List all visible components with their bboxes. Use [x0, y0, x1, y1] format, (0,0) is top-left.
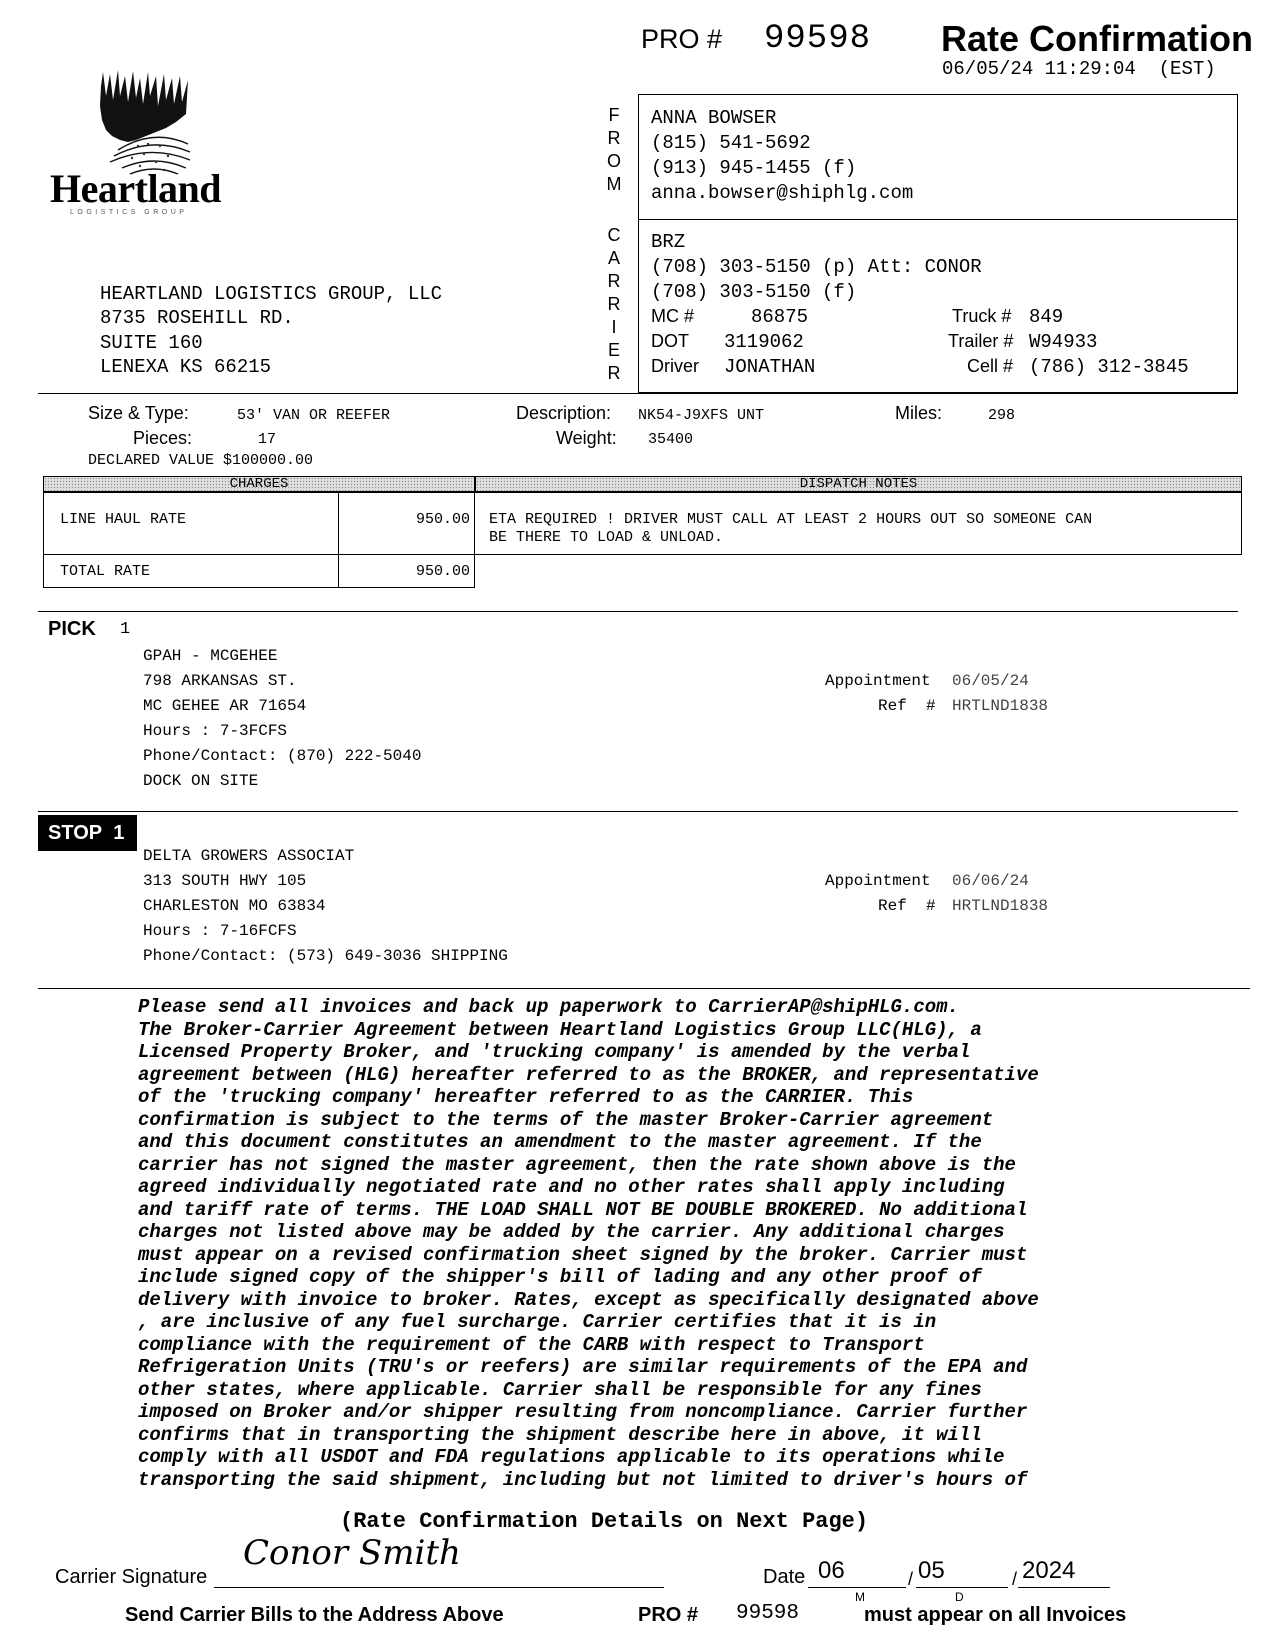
weight-value: 35400 — [648, 431, 694, 448]
stop-appointment-label: Appointment — [825, 872, 931, 890]
dot-label: DOT — [651, 331, 689, 351]
pick-phone: Phone/Contact: (870) 222-5040 — [143, 747, 422, 765]
line-haul-value-cell — [338, 492, 475, 555]
terms-line: imposed on Broker and/or shipper resulting from noncompliance. Carrier further — [138, 1401, 1028, 1423]
terms-line: of the 'trucking company' hereafter referred to as the CARRIER. This — [138, 1086, 914, 1108]
dot-value: 3119062 — [724, 331, 804, 353]
stop-ref-label: Ref # — [878, 897, 936, 915]
terms-line: and tariff rate of terms. THE LOAD SHALL NOT BE DOUBLE BROKERED. No additional — [138, 1198, 1028, 1221]
divider — [38, 988, 1250, 989]
dispatch-header: DISPATCH NOTES — [475, 476, 1242, 492]
month-caption: M — [855, 1590, 865, 1604]
terms-line: charges not listed above may be added by the carrier. Any additional charges — [138, 1221, 1005, 1243]
total-value-cell — [338, 554, 475, 588]
declared-value: DECLARED VALUE $100000.00 — [88, 452, 314, 469]
pick-city: MC GEHEE AR 71654 — [143, 697, 307, 715]
footer-pro-label: PRO # — [638, 1604, 699, 1626]
from-fax: (913) 945-1455 (f) — [651, 157, 857, 179]
pieces-value: 17 — [258, 431, 277, 448]
date-month-line — [808, 1587, 906, 1588]
terms-line: agreed individually negotiated rate and no other rates shall apply including — [138, 1176, 1005, 1198]
trailer-value: W94933 — [1029, 331, 1098, 353]
pro-number: 99598 — [764, 20, 872, 58]
footer-pro-number: 99598 — [736, 1602, 800, 1625]
date-separator: / — [908, 1569, 914, 1589]
dispatch-note-line1: ETA REQUIRED ! DRIVER MUST CALL AT LEAST 2 HOURS OUT SO SOMEONE CAN — [489, 511, 1093, 528]
line-haul-label: LINE HAUL RATE — [60, 511, 187, 528]
contact-box — [638, 94, 1238, 393]
description-value: NK54-J9XFS UNT — [638, 407, 765, 424]
dispatch-notes-cell — [474, 492, 1242, 555]
stop-hours: Hours : 7-16FCFS — [143, 922, 297, 940]
next-page-note: (Rate Confirmation Details on Next Page) — [340, 1509, 869, 1534]
pick-appointment-value: 06/05/24 — [952, 672, 1029, 690]
miles-value: 298 — [988, 407, 1016, 424]
stop-label: STOP — [48, 822, 103, 844]
terms-line: transporting the said shipment, including but not limited to driver's hours of — [138, 1468, 1028, 1491]
truck-value: 849 — [1029, 306, 1064, 328]
line-haul-value: 950.00 — [415, 511, 470, 528]
stop-ref-value: HRTLND1838 — [952, 897, 1049, 915]
date-separator: / — [1012, 1569, 1018, 1589]
trailer-label: Trailer # — [948, 331, 1014, 351]
terms-line: include signed copy of the shipper's bill of lading and any other proof of — [138, 1266, 982, 1288]
date-label: Date — [763, 1566, 806, 1588]
date-day[interactable]: 05 — [918, 1557, 945, 1584]
terms-line: compliance with the requirement of the CARB with respect to Transport — [138, 1333, 925, 1356]
carrier-signature[interactable]: Conor Smith — [243, 1533, 461, 1573]
pick-hours: Hours : 7-3FCFS — [143, 722, 288, 740]
driver-label: Driver — [651, 356, 699, 376]
company-address2: SUITE 160 — [100, 332, 203, 354]
logo-wordmark: Heartland — [50, 166, 222, 211]
total-rate-value: 950.00 — [415, 563, 470, 580]
from-vertical-label: F R O M — [606, 105, 622, 194]
carrier-name: BRZ — [651, 231, 686, 253]
pick-note: DOCK ON SITE — [143, 772, 259, 790]
terms-line: agreement between (HLG) hereafter referred to as the BROKER, and representative — [138, 1063, 1039, 1086]
logo-subtitle: LOGISTICS GROUP — [70, 209, 188, 216]
from-name: ANNA BOWSER — [651, 107, 777, 129]
day-caption: D — [955, 1590, 964, 1604]
pick-ref-label: Ref # — [878, 697, 936, 715]
terms-line: Licensed Property Broker, and 'trucking company' is amended by the verbal — [138, 1041, 971, 1063]
mc-label: MC # — [651, 306, 695, 326]
total-label-cell — [43, 554, 339, 588]
carrier-phone: (708) 303-5150 (p) Att: CONOR — [651, 256, 982, 278]
carrier-vertical-label: C A R R I E R — [607, 225, 621, 383]
description-label: Description: — [516, 403, 612, 423]
terms-line: confirmation is subject to the terms of the master Broker-Carrier agreement — [138, 1108, 994, 1131]
terms-paragraph — [138, 996, 1138, 1491]
stop-badge — [38, 815, 137, 851]
divider — [38, 393, 1238, 394]
terms-line: Please send all invoices and back up paperwork to CarrierAP@shipHLG.com. — [138, 996, 959, 1018]
stop-name: DELTA GROWERS ASSOCIAT — [143, 847, 355, 865]
size-type-label: Size & Type: — [88, 403, 189, 423]
page-title: Rate Confirmation — [941, 18, 1254, 59]
terms-line: comply with all USDOT and FDA regulations applicable to its operations while — [138, 1446, 1005, 1468]
from-phone: (815) 541-5692 — [651, 132, 811, 154]
company-name: HEARTLAND LOGISTICS GROUP, LLC — [100, 283, 443, 305]
stop-address: 313 SOUTH HWY 105 — [143, 872, 307, 890]
date-year-line — [1018, 1587, 1110, 1588]
pieces-label: Pieces: — [133, 428, 193, 448]
mc-value: 86875 — [751, 306, 809, 328]
truck-label: Truck # — [952, 306, 1012, 326]
date-day-line — [916, 1587, 1008, 1588]
terms-line: carrier has not signed the master agreement, then the rate shown above is the — [138, 1153, 1016, 1176]
from-email: anna.bowser@shiphlg.com — [651, 182, 914, 204]
terms-line: confirms that in transporting the shipment describe here in above, it will — [138, 1423, 982, 1446]
size-type-value: 53' VAN OR REEFER — [237, 407, 391, 424]
pick-address: 798 ARKANSAS ST. — [143, 672, 297, 690]
total-rate-label: TOTAL RATE — [60, 563, 151, 580]
carrier-fax: (708) 303-5150 (f) — [651, 281, 857, 303]
terms-line: must appear on a revised confirmation sheet signed by the broker. Carrier must — [138, 1243, 1028, 1266]
pick-number: 1 — [120, 620, 131, 639]
pick-ref-value: HRTLND1838 — [952, 697, 1049, 715]
cell-label: Cell # — [967, 356, 1014, 376]
dispatch-note-line2: BE THERE TO LOAD & UNLOAD. — [489, 529, 724, 546]
pro-label: PRO # — [641, 24, 723, 54]
terms-line: other states, where applicable. Carrier shall be responsible for any fines — [138, 1378, 982, 1401]
pick-label: PICK — [48, 618, 96, 640]
terms-line: , are inclusive of any fuel surcharge. Carrier certifies that it is in — [138, 1311, 937, 1333]
pick-name: GPAH - MCGEHEE — [143, 647, 278, 665]
pick-appointment-label: Appointment — [825, 672, 931, 690]
company-city: LENEXA KS 66215 — [100, 356, 272, 378]
line-haul-label-cell — [43, 492, 339, 555]
date-year[interactable]: 2024 — [1022, 1557, 1076, 1584]
stop-city: CHARLESTON MO 63834 — [143, 897, 326, 915]
terms-line: Refrigeration Units (TRU's or reefers) are similar requirements of the EPA and — [138, 1356, 1028, 1378]
terms-line: delivery with invoice to broker. Rates, except as specifically designated above — [138, 1288, 1039, 1311]
send-bills-note: Send Carrier Bills to the Address Above — [125, 1604, 504, 1626]
carrier-signature-label: Carrier Signature — [55, 1566, 208, 1588]
terms-line: and this document constitutes an amendment to the master agreement. If the — [138, 1131, 982, 1153]
must-appear-note: must appear on all Invoices — [864, 1604, 1127, 1626]
stop-phone: Phone/Contact: (573) 649-3036 SHIPPING — [143, 947, 508, 965]
miles-label: Miles: — [895, 403, 943, 423]
cell-value: (786) 312-3845 — [1029, 356, 1189, 378]
weight-label: Weight: — [556, 428, 617, 448]
divider — [38, 611, 1238, 612]
charges-header: CHARGES — [43, 476, 475, 492]
signature-line — [214, 1587, 664, 1588]
driver-value: JONATHAN — [724, 356, 816, 378]
stop-number: 1 — [113, 822, 125, 844]
company-address1: 8735 ROSEHILL RD. — [100, 307, 294, 329]
print-datetime: 06/05/24 11:29:04 (EST) — [942, 58, 1216, 80]
stop-appointment-value: 06/06/24 — [952, 872, 1029, 890]
divider — [38, 811, 1238, 812]
date-month[interactable]: 06 — [818, 1557, 845, 1584]
terms-line: The Broker-Carrier Agreement between Heartland Logistics Group LLC(HLG), a — [138, 1018, 982, 1041]
